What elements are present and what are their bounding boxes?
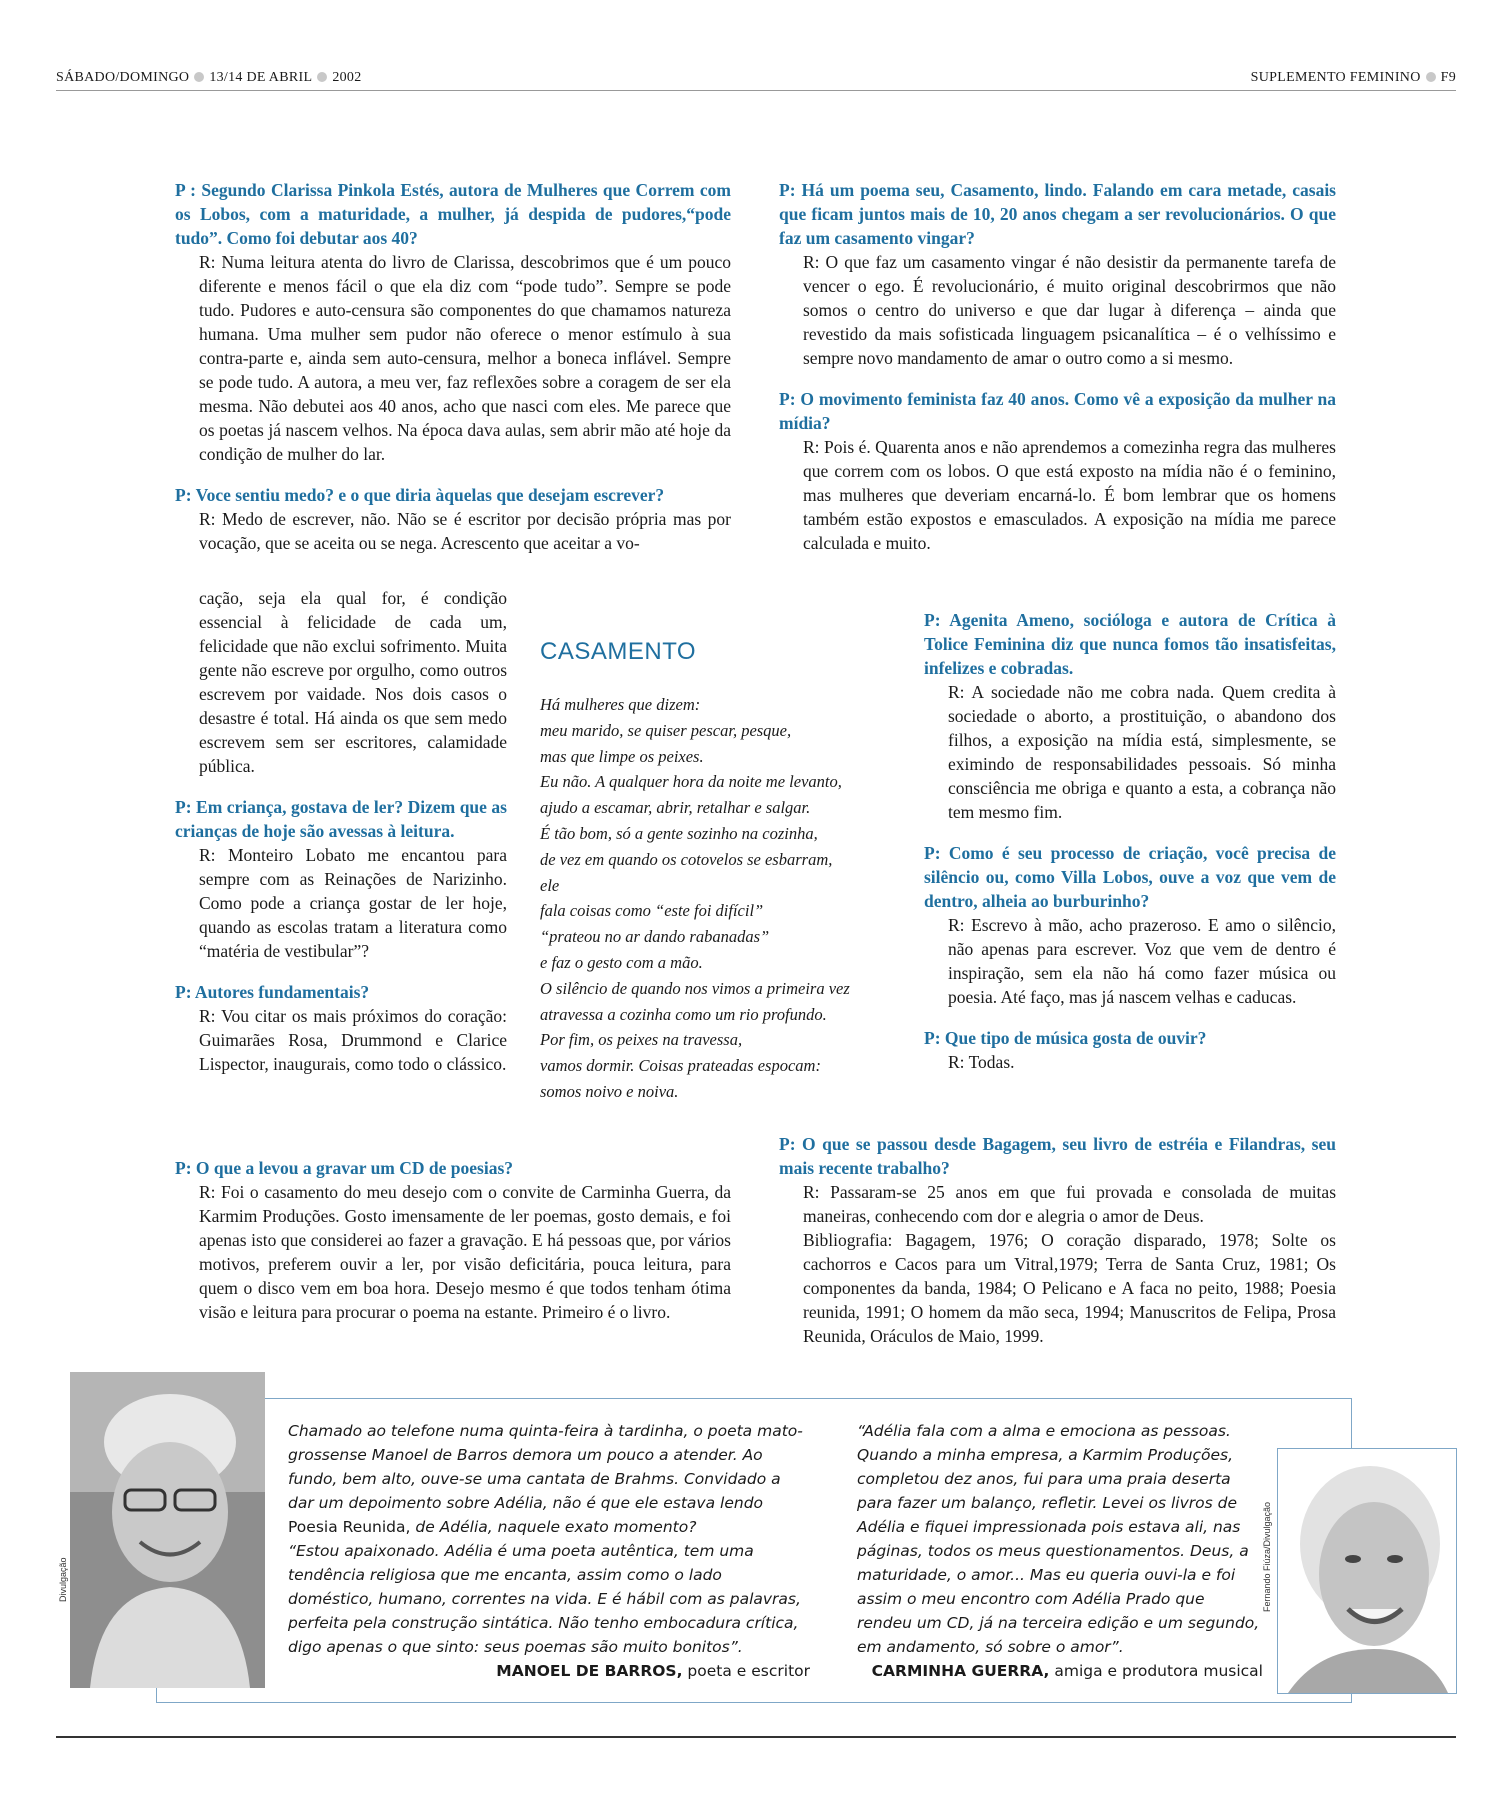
question: P: Agenita Ameno, socióloga e autora de Crítica à Tolice Feminina diz que nunca fomos tão insatisfeitas, infelizes e cobradas. [924, 610, 1336, 678]
header-section: SUPLEMENTO FEMININO [1250, 70, 1421, 85]
interview-block [924, 608, 1336, 824]
answer: R: Passaram-se 25 anos em que fui provada e consolada de muitas maneiras, conhecendo com dor e alegria o amor de Deus. [803, 1182, 1336, 1226]
left-column-upper [175, 178, 731, 555]
poem-line: Eu não. A qualquer hora da noite me levanto, [540, 772, 842, 792]
header-divider [56, 90, 1456, 91]
question: P: Em criança, gostava de ler? Dizem que as crianças de hoje são avessas à leitura. [175, 797, 507, 841]
poem-line: É tão bom, só a gente sozinho na cozinha, [540, 823, 818, 843]
question: P : Segundo Clarissa Pinkola Estés, autora de Mulheres que Correm com os Lobos, com a maturidade, a mulher, já despida de pudores,“pode tudo”. Como foi debutar aos 40? [175, 180, 731, 248]
photo-credit: Fernando Fiúza/Divulgação [1262, 1501, 1272, 1612]
book-title: Poesia Reunida, [288, 1518, 411, 1536]
right-column-lower [779, 1132, 1336, 1348]
interview-block [175, 795, 507, 963]
page-header-left [56, 70, 362, 86]
interview-block [175, 980, 507, 1076]
poem-line: ajudo a escamar, abrir, retalhar e salgar. [540, 798, 811, 818]
answer: R: O que faz um casamento vingar é não desistir da permanente tarefa de vencer o ego. É revolucionário, é muito original descobrirmos que não somos o centro do universo e que dar lugar à diferença – ainda que revestido da mais sofisticada linguagem psicanalítica – é o velhíssimo e sempre novo mandamento de amar o outro como a si mesmo. [803, 252, 1336, 368]
left-column-lower [175, 1156, 731, 1324]
answer: R: Escrevo à mão, acho prazeroso. E amo o silêncio, não apenas para escrever. Voz que vem de dentro é inspiração, sem ela não há como fazer música ou poesia. Até faço, mas já nascem velhas e caducas. [948, 915, 1336, 1007]
answer: R: Foi o casamento do meu desejo com o convite de Carminha Guerra, da Karmim Produções. Gosto imensamente de ler poemas, gosto demais, e foi apenas isto que considerei ao fazer a gravação. E há pessoas que, por vários motivos, preferem ouvir a ler, por visão deficitária, pouca leitura, para quem o disco vem em boa hora. Desejo mesmo é que todos tenham ótima visão e leitura para procurar o poema na estante. Primeiro é o livro. [199, 1182, 731, 1322]
testimonial-quote: “Adélia fala com a alma e emociona as pessoas. Quando a minha empresa, a Karmim Produções, completou dez anos, fui para uma praia deserta para fazer um balanço, refletir. Levei os livros de Adélia e fiquei impressionada pois estava ali, nas páginas, todos os meus questionamentos. Deus, a maturidade, o amor... Mas eu queria ouvi-la e foi assim o meu encontro com Adélia Prado que rendeu um CD, já na terceira edição e um segundo, em andamento, só sobre o amor”. [857, 1422, 1260, 1656]
testimonial-carminha [857, 1419, 1263, 1683]
poem-line: de vez em quando os cotovelos se esbarram, [540, 849, 833, 869]
poem-title: CASAMENTO [540, 638, 697, 665]
page-header-right [1251, 70, 1456, 86]
testimonial-manoel [288, 1419, 810, 1683]
bullet-dot-icon [194, 72, 204, 82]
poem-line: atravessa a cozinha como um rio profundo. [540, 1004, 827, 1024]
interview-block [924, 1026, 1336, 1074]
poem-line: fala coisas como “este foi difícil” [540, 901, 764, 921]
portrait-man-icon [70, 1372, 265, 1688]
poem-line: somos noivo e noiva. [540, 1081, 679, 1101]
testimonial-signature: MANOEL DE BARROS, poeta e escritor [496, 1662, 810, 1680]
bullet-dot-icon [1426, 72, 1436, 82]
poem-line: e faz o gesto com a mão. [540, 952, 703, 972]
poem-line: vamos dormir. Coisas prateadas espocam: [540, 1056, 821, 1076]
bibliography: Bibliografia: Bagagem, 1976; O coração disparado, 1978; Solte os cachorros e Cacos para um Vitral,1979; Terra de Santa Cruz, 1981; Os componentes da banda, 1984; O Pelicano e A faca no peito, 1988; Poesia reunida, 1991; O homem da mão seca, 1994; Manuscritos de Felipa, Prosa Reunida, Oráculos de Maio, 1999. [803, 1230, 1336, 1346]
right-column-narrow [924, 608, 1336, 1074]
right-column-upper [779, 178, 1336, 555]
header-day: SÁBADO/DOMINGO [56, 70, 190, 85]
poem-line: Por fim, os peixes na travessa, [540, 1030, 743, 1050]
question: P: O que se passou desde Bagagem, seu livro de estréia e Filandras, seu mais recente trabalho? [779, 1134, 1336, 1178]
testimonial-quote: “Estou apaixonado. Adélia é uma poeta autêntica, tem uma tendência religiosa que me encanta, assim como o lado doméstico, humano, correntes na vida. E é hábil com as palavras, perfeita pela construção sintática. Não tenho embocadura crítica, digo apenas o que sinto: seus poemas são muito bonitos”. [288, 1542, 801, 1656]
answer: R: Medo de escrever, não. Não se é escritor por decisão própria mas por vocação, que se aceita ou se nega. Acrescento que aceitar a vo- [199, 509, 731, 553]
question: P: O movimento feminista faz 40 anos. Como vê a exposição da mulher na mídia? [779, 389, 1336, 433]
answer-continued: cação, seja ela qual for, é condição essencial à felicidade de cada um, felicidade que não exclui sofrimento. Muita gente não escreve por orgulho, como outros escrevem por vaidade. Nos dois casos o desastre é total. Há ainda os que sem medo escrevem sem ser escritores, calamidade pública. [199, 588, 507, 776]
testimonial-intro: Chamado ao telefone numa quinta-feira à tardinha, o poeta mato-grossense Manoel de Barros demora um pouco a atender. Ao fundo, bem alto, ouve-se uma cantata de Brahms. Convidado a dar um depoimento sobre Adélia, não é que ele estava lendo Poesia Reunida, de Adélia, naquele exato momento? [288, 1422, 803, 1536]
answer: R: Pois é. Quarenta anos e não aprendemos a comezinha regra das mulheres que correm com os lobos. O que está exposto na mídia não é o feminino, mas mulheres que deveriam encarná-lo. É bom lembrar que os homens também estão expostos e emasculados. A exposição na mídia me parece calculada e muito. [803, 437, 1336, 553]
answer: R: Vou citar os mais próximos do coração: Guimarães Rosa, Drummond e Clarice Lispector, inaugurais, como todo o clássico. [199, 1006, 507, 1074]
interview-block [175, 178, 731, 466]
poem-line: “prateou no ar dando rabanadas” [540, 927, 770, 947]
answer: R: Monteiro Lobato me encantou para sempre com as Reinações de Narizinho. Como pode a criança gostar de ler hoje, quando as escolas tratam a literatura como “matéria de vestibular”? [199, 845, 507, 961]
question: P: Há um poema seu, Casamento, lindo. Falando em cara metade, casais que ficam juntos mais de 10, 20 anos chegam a ser revolucionários. O que faz um casamento vingar? [779, 180, 1336, 248]
interview-block [779, 387, 1336, 555]
poem-line: Há mulheres que dizem: [540, 695, 701, 714]
question: P: Como é seu processo de criação, você precisa de silêncio ou, como Villa Lobos, ouve a voz que vem de dentro, alheia ao burburinho? [924, 843, 1336, 911]
footer-divider [56, 1736, 1456, 1738]
poem-line: O silêncio de quando nos vimos a primeira vez [540, 978, 850, 998]
left-column-narrow [175, 586, 507, 1076]
poem-line: ele [540, 875, 560, 895]
question: P: Que tipo de música gosta de ouvir? [924, 1028, 1207, 1048]
manoel-de-barros-photo [70, 1372, 265, 1688]
header-date: 13/14 DE ABRIL [209, 70, 313, 85]
portrait-woman-icon [1278, 1449, 1456, 1693]
interview-block [779, 178, 1336, 370]
bullet-dot-icon [317, 72, 327, 82]
question: P: Voce sentiu medo? e o que diria àquelas que desejam escrever? [175, 485, 665, 505]
poem-line: meu marido, se quiser pescar, pesque, [540, 720, 792, 740]
question: P: O que a levou a gravar um CD de poesias? [175, 1158, 514, 1178]
answer: R: Numa leitura atenta do livro de Clarissa, descobrimos que é um pouco diferente e menos fácil o que ela diz com “pode tudo”. Sempre se pode tudo. Pudores e auto-censura são componentes do que chamamos natureza humana. Uma mulher sem pudor não oferece o menor estímulo à sua contra-parte e, ainda sem auto-censura, melhor a boneca inflável. Sempre se pode tudo. A autora, a meu ver, faz reflexões sobre a coragem de ser ela mesma. Não debutei aos 40 anos, acho que nasci com eles. Me parece que os poetas já nascem velhos. Na época dava aulas, sem abrir mão até hoje da condição de mulher do lar. [199, 252, 731, 464]
answer: R: A sociedade não me cobra nada. Quem credita à sociedade o aborto, a prostituição, o abandono dos filhos, a exposição na mídia está, simplesmente, se eximindo de responsabilidades pessoais. Só minha consciência me obriga e quanto a esta, a cobrança não tem mesmo fim. [948, 682, 1336, 822]
photo-credit: Divulgação [58, 1557, 68, 1602]
question: P: Autores fundamentais? [175, 982, 370, 1002]
poem-body [540, 692, 910, 1105]
answer: R: Todas. [948, 1052, 1015, 1072]
poem-line: mas que limpe os peixes. [540, 746, 704, 766]
carminha-guerra-photo [1277, 1448, 1457, 1694]
interview-block [924, 841, 1336, 1009]
interview-block [175, 483, 731, 555]
testimonial-signature: CARMINHA GUERRA, amiga e produtora musical [871, 1662, 1263, 1680]
header-page-number: F9 [1440, 70, 1456, 85]
header-year: 2002 [332, 70, 362, 85]
